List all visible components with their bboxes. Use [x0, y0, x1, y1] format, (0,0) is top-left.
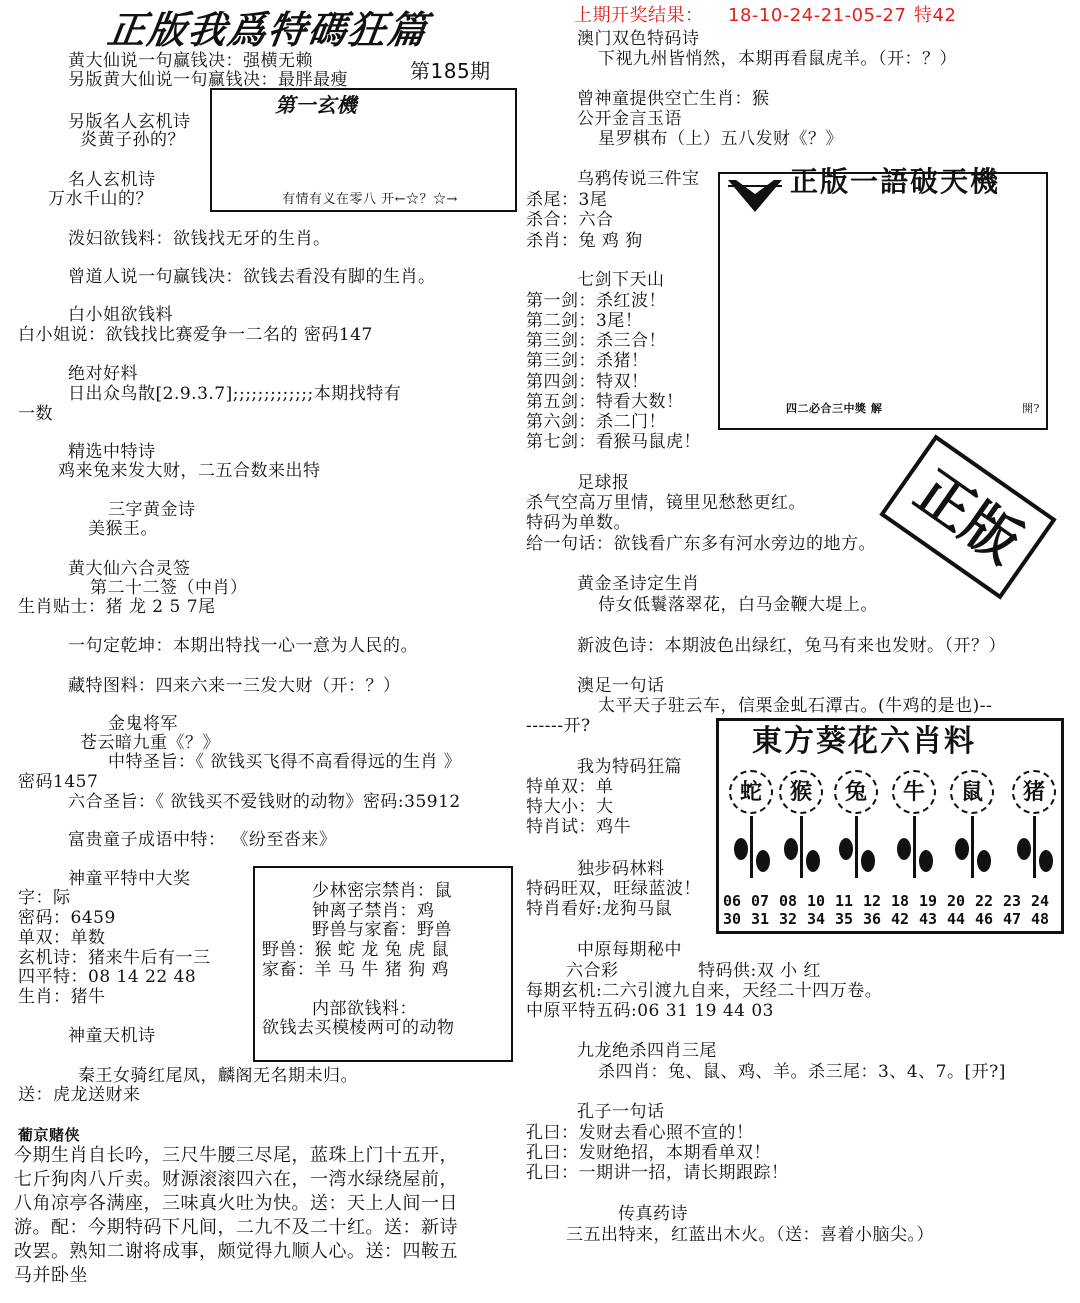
xuanji-box-text: 有情有义在零八 开←☆？☆→: [282, 192, 458, 207]
shentong-zi: 字：际: [18, 888, 71, 908]
flower-num: 10: [807, 892, 826, 910]
qijian-title: 七剑下天山: [577, 270, 665, 290]
fugui-line: 富贵童子成语中特： 《纷至沓来》: [68, 830, 337, 850]
flower-leaf: [1017, 838, 1031, 860]
flower-num: 48: [1031, 910, 1050, 928]
huangliu-line2: 生肖贴士：猪 龙 2 5 7尾: [18, 597, 216, 617]
jue-title: 绝对好料: [68, 364, 138, 384]
huang-daxian-line: 黄大仙说一句赢钱决：强横无赖: [68, 51, 313, 71]
pujing-line1: 今期生肖自长吟，三尺牛腰三尽尾，蓝珠上门十五开，: [14, 1145, 458, 1166]
bai-title: 白小姐欲钱料: [68, 305, 173, 325]
teshi-line: 特肖试：鸡牛: [526, 817, 631, 837]
aozu-line1: 太平天子驻云车，信栗金虬石潭古。(牛鸡的是也)--: [598, 696, 993, 716]
yiyu-box-title: 正版一語破天機: [790, 165, 1001, 198]
zeng-line: 曾神童提供空亡生肖：猴: [577, 89, 770, 109]
yiyu-box-text2: 開?: [1022, 402, 1040, 415]
flower-stem-3: [855, 816, 858, 878]
huangliu-line1: 第二十二签（中肖）: [90, 578, 248, 598]
alt-poem-line: 炎黄子孙的？: [80, 130, 185, 150]
zuqiu-title: 足球报: [577, 473, 630, 493]
flower-num: 22: [975, 892, 994, 910]
flower-num: 32: [779, 910, 798, 928]
flower-leaf: [919, 850, 933, 872]
xuanji-line: 每期玄机:二六引渡九自来，天经二十四万卷。: [526, 981, 883, 1001]
aomen-line: 下视九州皆悄然，本期再看鼠虎羊。（开：？）: [598, 49, 957, 69]
aozu-line2: ------开?: [526, 716, 591, 736]
shentong-pingte: 四平特：08 14 22 48: [18, 967, 197, 987]
jingui-line2: 中特圣旨：《 欲钱买飞得不高看得远的生肖 》: [108, 752, 462, 772]
jiulong-title: 九龙绝杀四肖三尾: [577, 1041, 717, 1061]
jingui-line1: 苍云暗九重《？》: [80, 733, 220, 753]
tianji-song: 送：虎龙送财来: [18, 1085, 141, 1105]
jiulong-line: 杀四肖：兔、鼠、鸡、羊。杀三尾：3、4、7。[开?]: [598, 1062, 1006, 1082]
flower-num: 08: [779, 892, 798, 910]
zuqiu-line3: 给一句话：欲钱看广东多有河水旁边的地方。: [526, 534, 876, 554]
flower-leaf: [977, 850, 991, 872]
flower-zodiac-2: 猴: [779, 770, 823, 814]
bai-line: 白小姐说：欲钱找比赛爱争一二名的 密码147: [18, 325, 373, 345]
mingren-poem-line: 万水千山的？: [48, 189, 153, 209]
flower-zodiac-4: 牛: [892, 770, 936, 814]
flower-leaf: [861, 850, 875, 872]
wowei-title: 我为特码狂篇: [577, 757, 682, 777]
flower-num: 11: [835, 892, 854, 910]
shaxiao-line: 杀肖：兔 鸡 狗: [526, 231, 643, 251]
jian-8: 第七剑：看猴马鼠虎！: [526, 432, 701, 452]
jinxiao-line7: 欲钱去买模棱两可的动物: [262, 1018, 455, 1038]
flower-num: 24: [1031, 892, 1050, 910]
tianji-title: 神童天机诗: [68, 1026, 156, 1046]
flower-leaf: [839, 838, 853, 860]
kongzi-line3: 孔曰：一期讲一招，请长期跟踪！: [526, 1163, 789, 1183]
pujing-line6: 马并卧坐: [14, 1265, 88, 1286]
pujing-title: 葡京赌侠: [18, 1126, 81, 1144]
flower-zodiac-5: 鼠: [950, 770, 994, 814]
jingui-title: 金鬼将军: [108, 714, 178, 734]
sanzi-line: 美猴王。: [88, 519, 158, 539]
diamond-icon: [724, 172, 786, 214]
flower-stem-5: [971, 816, 974, 878]
huangjin-title: 黄金圣诗定生肖: [577, 574, 700, 594]
flower-leaf: [784, 838, 798, 860]
flower-stem-4: [913, 816, 916, 878]
dubu-line1: 特码旺双，旺绿蓝波！: [526, 879, 701, 899]
flower-box-title: 東方葵花六肖料: [752, 724, 976, 759]
jian-3: 第三剑：杀三合！: [526, 331, 666, 351]
issue-number: 第185期: [410, 59, 491, 83]
last-result-label: 上期开奖结果：: [574, 5, 704, 26]
flower-num: 23: [1003, 892, 1022, 910]
flower-num: 31: [751, 910, 770, 928]
flower-leaf: [1039, 850, 1053, 872]
kongzi-line1: 孔曰：发财去看心照不宣的！: [526, 1123, 754, 1143]
jinxiao-line5: 家畜：羊 马 牛 猪 狗 鸡: [262, 960, 450, 980]
jing-title: 精选中特诗: [68, 442, 156, 462]
teda-line: 特大小：大: [526, 797, 614, 817]
alt-poem-title: 另版名人玄机诗: [68, 112, 191, 132]
authentic-stamp: 正版: [879, 434, 1056, 599]
flower-leaf: [734, 838, 748, 860]
huangjin-line: 侍女低鬟落翠花，白马金鞭大堤上。: [598, 595, 878, 615]
flower-zodiac-1: 蛇: [729, 770, 773, 814]
flower-num: 20: [947, 892, 966, 910]
pofu-line: 泼妇欲钱料：欲钱找无牙的生肖。: [68, 229, 331, 249]
flower-leaf: [897, 838, 911, 860]
shentong-shengxiao: 生肖：猪牛: [18, 987, 106, 1007]
yiju-line: 一句定乾坤：本期出特找一心一意为人民的。: [68, 636, 418, 656]
tedan-line: 特单双：单: [526, 777, 614, 797]
flower-stem-6: [1033, 816, 1036, 878]
flower-zodiac-3: 兔: [834, 770, 878, 814]
flower-leaf: [955, 838, 969, 860]
wuya-title: 乌鸦传说三件宝: [577, 169, 700, 189]
jinxiao-line6: 内部欲钱料：: [312, 999, 417, 1019]
huangliu-title: 黄大仙六合灵签: [68, 559, 191, 579]
chuanzhen-title: 传真药诗: [618, 1204, 688, 1224]
aozu-title: 澳足一句话: [577, 676, 665, 696]
last-result-numbers: 18-10-24-21-05-27: [728, 5, 907, 26]
jian-6: 第五剑：特看大数！: [526, 392, 684, 412]
liuhe-label: 六合彩: [566, 961, 619, 981]
flower-num: 12: [863, 892, 882, 910]
shentong-xuanji: 玄机诗：猪来牛后有一三: [18, 948, 211, 968]
yiyu-box-text1: 四二必合三中獎 解: [786, 402, 883, 415]
jingui-line3: 密码1457: [18, 772, 99, 792]
xuanji-box-title: 第一玄機: [275, 93, 357, 117]
dubu-title: 独步码林料: [577, 859, 665, 879]
tianji-line: 秦王女骑红尾凤，麟阁无名期未归。: [78, 1066, 358, 1086]
pingte-line: 中原平特五码:06 31 19 44 03: [526, 1001, 775, 1021]
pujing-line5: 改罢。熟知二谢将成事，颇觉得九顺人心。送：四鞍五: [14, 1241, 458, 1262]
jue-line1: 日出众鸟散[2.9.3.7];;;;;;;;;;;;;本期找特有: [68, 384, 402, 404]
flower-num: 46: [975, 910, 994, 928]
jinxiao-line3: 野兽与家畜：野兽: [312, 920, 452, 940]
flower-num: 06: [723, 892, 742, 910]
last-result-special: 特42: [914, 5, 957, 26]
flower-leaf: [756, 850, 770, 872]
flower-leaf: [806, 850, 820, 872]
mingren-poem-title: 名人玄机诗: [68, 170, 156, 190]
shentong-mima: 密码：6459: [18, 908, 116, 928]
shentong-title: 神童平特中大奖: [68, 869, 191, 889]
page-title: 正版我爲特碼狂篇: [104, 8, 432, 52]
pujing-line4: 游。配：今期特码下凡间，二九不及二十红。送：新诗: [14, 1217, 458, 1238]
shawei-line: 杀尾：3尾: [526, 190, 608, 210]
jian-2: 第二剑：3尾！: [526, 311, 643, 331]
flower-num: 36: [863, 910, 882, 928]
flower-stem-2: [800, 816, 803, 878]
flower-num: 35: [835, 910, 854, 928]
pujing-line3: 八角凉亭各满座，三味真火吐为快。送：天上人间一日: [14, 1193, 458, 1214]
flower-num: 42: [891, 910, 910, 928]
kongzi-title: 孔子一句话: [577, 1102, 665, 1122]
flower-zodiac-6: 猪: [1012, 770, 1056, 814]
tema-gong-line: 特码供:双 小 红: [698, 961, 822, 981]
aomen-title: 澳门双色特码诗: [577, 29, 700, 49]
jian-7: 第六剑：杀二门！: [526, 412, 666, 432]
dubu-line2: 特肖看好:龙狗马鼠: [526, 899, 673, 919]
chuanzhen-line: 三五出特来，红蓝出木火。（送：喜着小脑尖。）: [566, 1225, 934, 1245]
jinxiao-line1: 少林密宗禁肖：鼠: [312, 881, 452, 901]
jinxiao-line2: 钟离子禁肖：鸡: [312, 901, 435, 921]
jingui-line4: 六合圣旨：《 欲钱买不爱钱财的动物》密码:35912: [68, 792, 461, 812]
flower-num: 34: [807, 910, 826, 928]
jian-4: 第三剑：杀猪！: [526, 351, 649, 371]
pujing-line2: 七斤狗肉八斤卖。财源滚滚四六在，一湾水绿绕屋前，: [14, 1169, 458, 1190]
cangte-line: 藏特图料：四来六来一三发大财（开：？）: [68, 676, 401, 696]
zhongyuan-title: 中原每期秘中: [577, 940, 682, 960]
jinxiao-line4: 野兽：猴 蛇 龙 兔 虎 鼠: [262, 940, 450, 960]
flower-num: 47: [1003, 910, 1022, 928]
jian-1: 第一剑：杀红波！: [526, 291, 666, 311]
sanzi-title: 三字黄金诗: [108, 500, 196, 520]
flower-num: 18: [891, 892, 910, 910]
zuqiu-line2: 特码为单数。: [526, 513, 631, 533]
zengdao-line: 曾道人说一句赢钱决：欲钱去看没有脚的生肖。: [68, 267, 436, 287]
xinbo-line: 新波色诗：本期波色出绿红，兔马有来也发财。（开？）: [577, 636, 1006, 656]
flower-num: 43: [919, 910, 938, 928]
shahe-line: 杀合：六合: [526, 210, 614, 230]
jue-line2: 一数: [18, 404, 53, 424]
jian-5: 第四剑：特双！: [526, 372, 649, 392]
xingluo-line: 星罗棋布（上）五八发财《？》: [598, 129, 843, 149]
gongkai-line: 公开金言玉语: [577, 109, 682, 129]
alt-huang-daxian-line: 另版黄大仙说一句赢钱决：最胖最瘦: [68, 70, 348, 90]
flower-stem-1: [750, 816, 753, 878]
flower-num: 44: [947, 910, 966, 928]
flower-num: 19: [919, 892, 938, 910]
shentong-danshuang: 单双：单数: [18, 928, 106, 948]
kongzi-line2: 孔曰：发财绝招，本期看单双！: [526, 1143, 771, 1163]
flower-num: 30: [723, 910, 742, 928]
flower-num: 07: [751, 892, 770, 910]
zuqiu-line1: 杀气空高万里情，镜里见愁愁更红。: [526, 493, 806, 513]
jing-line: 鸡来兔来发大财，二五合数来出特: [58, 461, 321, 481]
